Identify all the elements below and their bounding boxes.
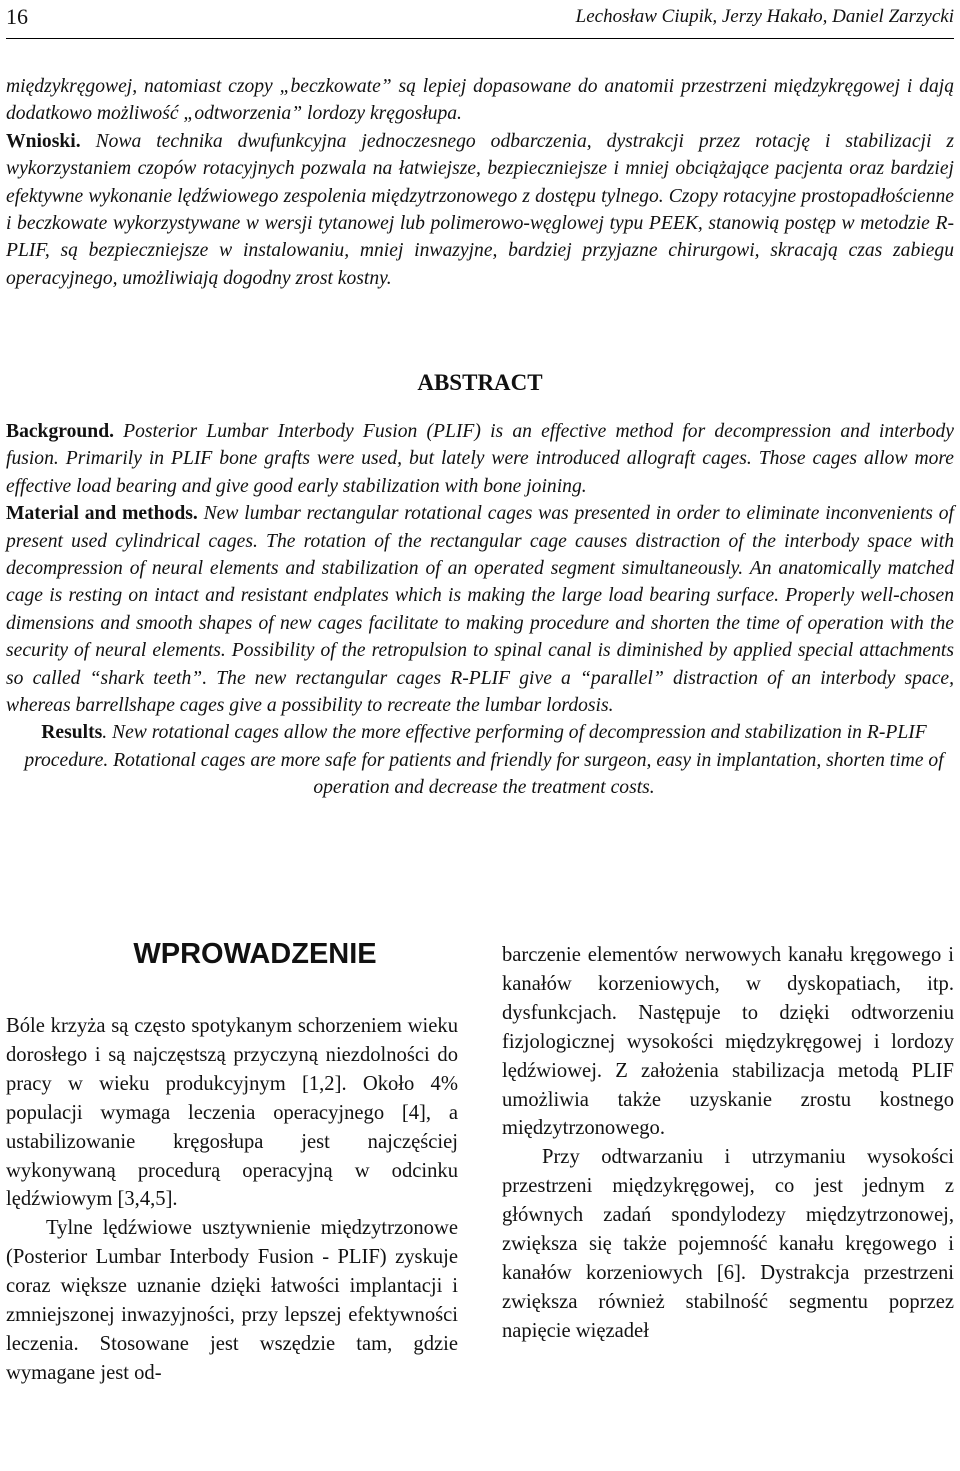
abstract-body — [6, 418, 954, 802]
conclusions-text: Nowa technika dwufunkcyjna jednoczesnego odbarczenia, dystrakcji przez rotację i stabilizacji z wykorzystaniem czopów rotacyjnych pozwala na łatwiejsze, bezpieczniejsze i mniej obciążające pacjenta oraz bardziej efektywne wykonanie lędźwiowego zespolenia międzytrzonowego z dostępu tylnego. Czopy rotacyjne prostopadłościenne i beczkowate wykorzystywane w wersji tytanowej lub polimerowo-węglowej typu PEEK, stanowią postęp w metodzie R-PLIF, są bezpieczniejsze w instalowaniu, mniej inwazyjne, bardziej przyjazne chirurgowi, skracają czas zabiegu operacyjnego, umożliwiają dogodny zrost kostny. — [6, 130, 954, 289]
intro-paragraph-4: Przy odtwarzaniu i utrzymaniu wysokości przestrzeni międzykręgowej, co jest jednym z głównych zadań spondylodezy międzytrzonowej, zwiększa się także pojemność kanału kręgowego i kanałów korzeniowych [6]. Dystrakcja przestrzeni zwiększa również stabilność segmentu poprzez napięcie więzadeł — [502, 1146, 954, 1342]
abstract-title: ABSTRACT — [417, 370, 543, 395]
results-text: . New rotational cages allow the more effective performing of decompression and stabilization in R-PLIF procedure. Rotational cages are more safe for patients and friendly for surgeon, easy in implantation, shorten time of operation and decrease the treatment costs. — [24, 722, 944, 799]
abstract-background — [6, 418, 954, 500]
abstract-methods — [6, 500, 954, 719]
methods-text: New lumbar rectangular rotational cages was presented in order to eliminate inconvenients of present used cylindrical cages. The rotation of the rectangular cage causes distraction of the interbody space with decompression of neural elements and stabilization of an operated segment simultaneously. An anatomically matched cage is resting on intact and resistant endplates which is making the large load bearing surface. Properly well-chosen dimensions and smooth shapes of new cages facilitate to making procedure and shorten the time of operation with the security of neural elements. Possibility of the retropulsion to spinal canal is diminished by applied special attachments so called “shark teeth”. The new rectangular cages R-PLIF give a “parallel” distraction of an interbody space, whereas barrellshape cages give a possibility to recreate the lumbar lordosis. — [6, 503, 954, 717]
section-heading-introduction: WPROWADZENIE — [133, 938, 377, 970]
page-header — [6, 0, 954, 39]
background-text: Posterior Lumbar Interbody Fusion (PLIF) is an effective method for decompression and interbody fusion. Primarily in PLIF bone grafts were used, but lately were introduced allograft cages. Those cages allow more effective load bearing and give good early stabilization with bone joining. — [6, 421, 954, 497]
abstract-results — [6, 719, 954, 801]
polish-summary — [6, 73, 954, 292]
results-label: Results — [41, 722, 103, 744]
left-column — [6, 1012, 458, 1388]
intro-paragraph-1: Bóle krzyża są często spotykanym schorzeniem wieku dorosłego i są najczęstszą przyczyną niezdolności do pracy w wieku produkcyjnym [1,2]. Około 4% populacji wymaga leczenia operacyjnego [4], a ustabilizowanie kręgosłupa jest najczęściej wykonywaną procedurą operacyjną w odcinku lędźwiowym [3,4,5]. — [6, 1015, 458, 1211]
intro-paragraph-2: Tylne lędźwiowe usztywnienie międzytrzonowe (Posterior Lumbar Interbody Fusion - PLIF) zyskuje coraz większe uznanie dzięki łatwości implantacji i zmniejszonej inwazyjności, przy lepszej efektywności leczenia. Stosowane jest wszędzie tam, gdzie wymagane jest od- — [6, 1217, 458, 1384]
summary-continuation: międzykręgowej, natomiast czopy „beczkowate” są lepiej dopasowane do anatomii przestrzeni międzykręgowej i dają dodatkowo możliwość „odtworzenia” lordozy kręgosłupa. — [6, 76, 954, 125]
methods-label: Material and methods. — [6, 503, 198, 525]
right-column — [502, 941, 954, 1346]
intro-paragraph-3: barczenie elementów nerwowych kanału kręgowego i kanałów korzeniowych, w dyskopatiach, itp. dysfunkcjach. Następuje to dzięki odtworzeniu fizjologicznej wysokości międzykręgowej i lordozy lędźwiowej. Z założenia stabilizacja metodą PLIF umożliwia także uzyskanie zrostu kostnego międzytrzonowego. — [502, 944, 954, 1140]
running-head-authors: Lechosław Ciupik, Jerzy Hakało, Daniel Zarzycki — [575, 6, 954, 27]
page-number: 16 — [6, 4, 28, 29]
conclusions-label: Wnioski. — [6, 130, 81, 152]
background-label: Background. — [6, 421, 114, 442]
